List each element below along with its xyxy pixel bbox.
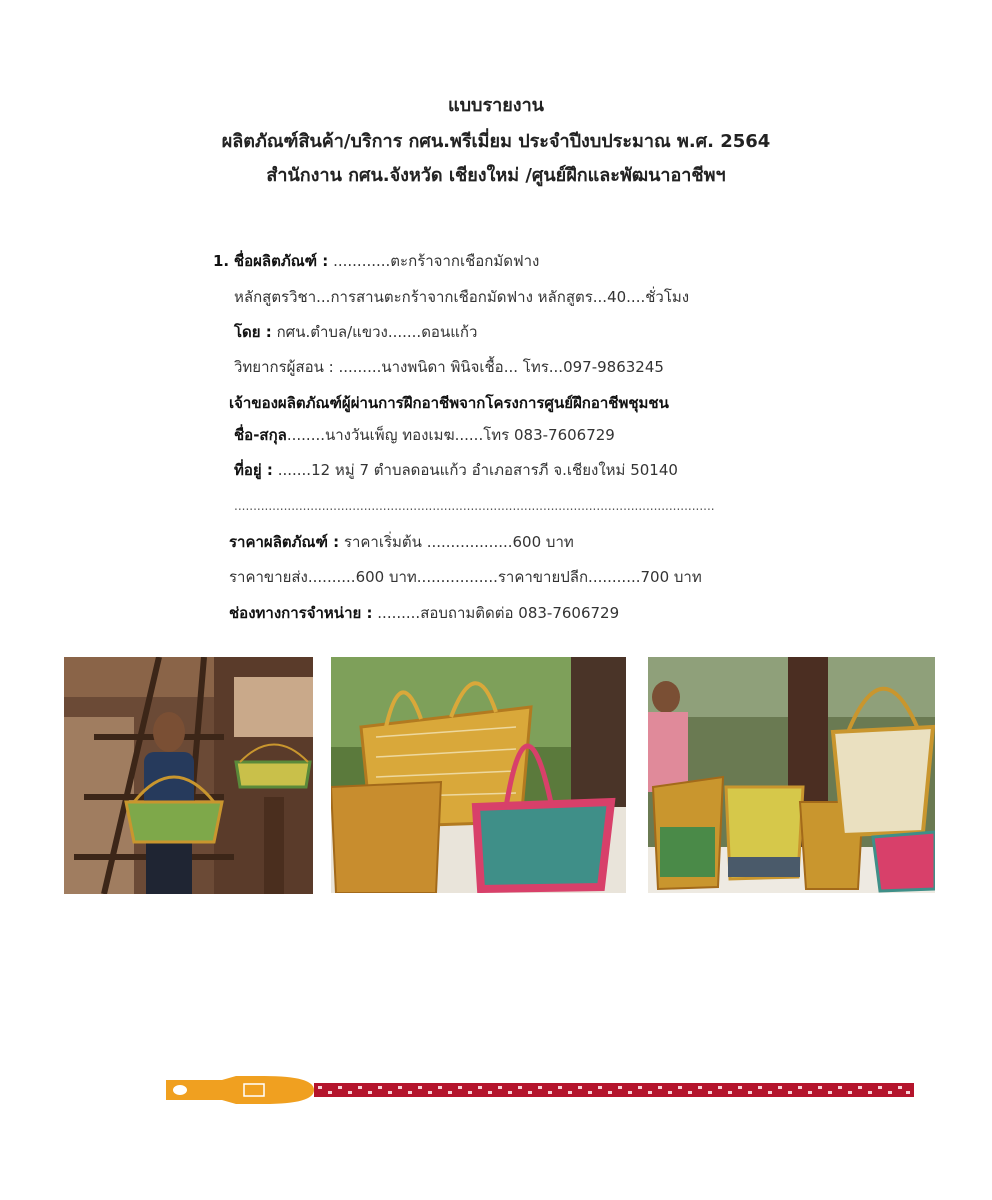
photo-baskets-closeup — [331, 657, 626, 893]
blank-dotted-line: .............................................................................................................................. — [234, 499, 715, 513]
photo-weaver-with-basket — [64, 657, 313, 894]
price-line — [229, 532, 574, 552]
price-label: ราคาผลิตภัณฑ์ : — [229, 533, 340, 551]
zipper-decoration — [164, 1074, 916, 1110]
owner-name-line — [234, 425, 615, 445]
channel-label: ช่องทางการจำหน่าย : — [229, 604, 373, 622]
owner-name-label: ชื่อ-สกุล — [234, 426, 287, 444]
report-title: แบบรายงาน — [448, 95, 544, 116]
owner-name-value: ........นางวันเพ็ญ ทองเมฆ......โทร 083-7606729 — [286, 426, 615, 444]
channel-line — [229, 603, 619, 623]
by-label: โดย : — [234, 323, 272, 341]
report-subtitle: ผลิตภัณฑ์สินค้า/บริการ กศน.พรีเมี่ยม ประจำปีงบประมาณ พ.ศ. 2564 — [221, 131, 771, 152]
product-name-value: ............ตะกร้าจากเชือกมัดฟาง — [333, 252, 540, 270]
course-line: หลักสูตรวิชา...การสานตะกร้าจากเชือกมัดฟาง หลักสูตร...40....ชั่วโมง — [234, 288, 690, 306]
owner-heading: เจ้าของผลิตภัณฑ์ผู้ผ่านการฝึกอาชีพจากโครงการศูนย์ฝึกอาชีพชุมชน — [229, 394, 669, 412]
channel-value: .........สอบถามติดต่อ 083-7606729 — [377, 604, 620, 622]
address-value: .......12 หมู่ 7 ตำบลดอนแก้ว อำเภอสารภี จ.เชียงใหม่ 50140 — [277, 461, 678, 479]
photo-baskets-display — [648, 657, 935, 893]
by-value: กศน.ตำบล/แขวง.......ดอนแก้ว — [276, 323, 478, 341]
report-office: สำนักงาน กศน.จังหวัด เชียงใหม่ /ศูนย์ฝึกและพัฒนาอาชีพฯ — [266, 165, 726, 186]
report-header — [0, 96, 992, 186]
product-name-label: ชื่อผลิตภัณฑ์ : — [233, 252, 329, 270]
address-line — [234, 460, 678, 480]
instructor-line: วิทยากรผู้สอน : .........นางพนิดา พินิจเชื้อ... โทร...097-9863245 — [234, 358, 664, 376]
price-value: ราคาเริ่มต้น ..................600 บาท — [343, 533, 574, 551]
by-line — [234, 322, 477, 342]
product-name-line — [213, 251, 539, 271]
wholesale-retail-line: ราคาขายส่ง..........600 บาท.................ราคาขายปลีก...........700 บาท — [229, 568, 702, 586]
address-label: ที่อยู่ : — [234, 461, 273, 479]
product-number: 1. — [213, 252, 230, 270]
